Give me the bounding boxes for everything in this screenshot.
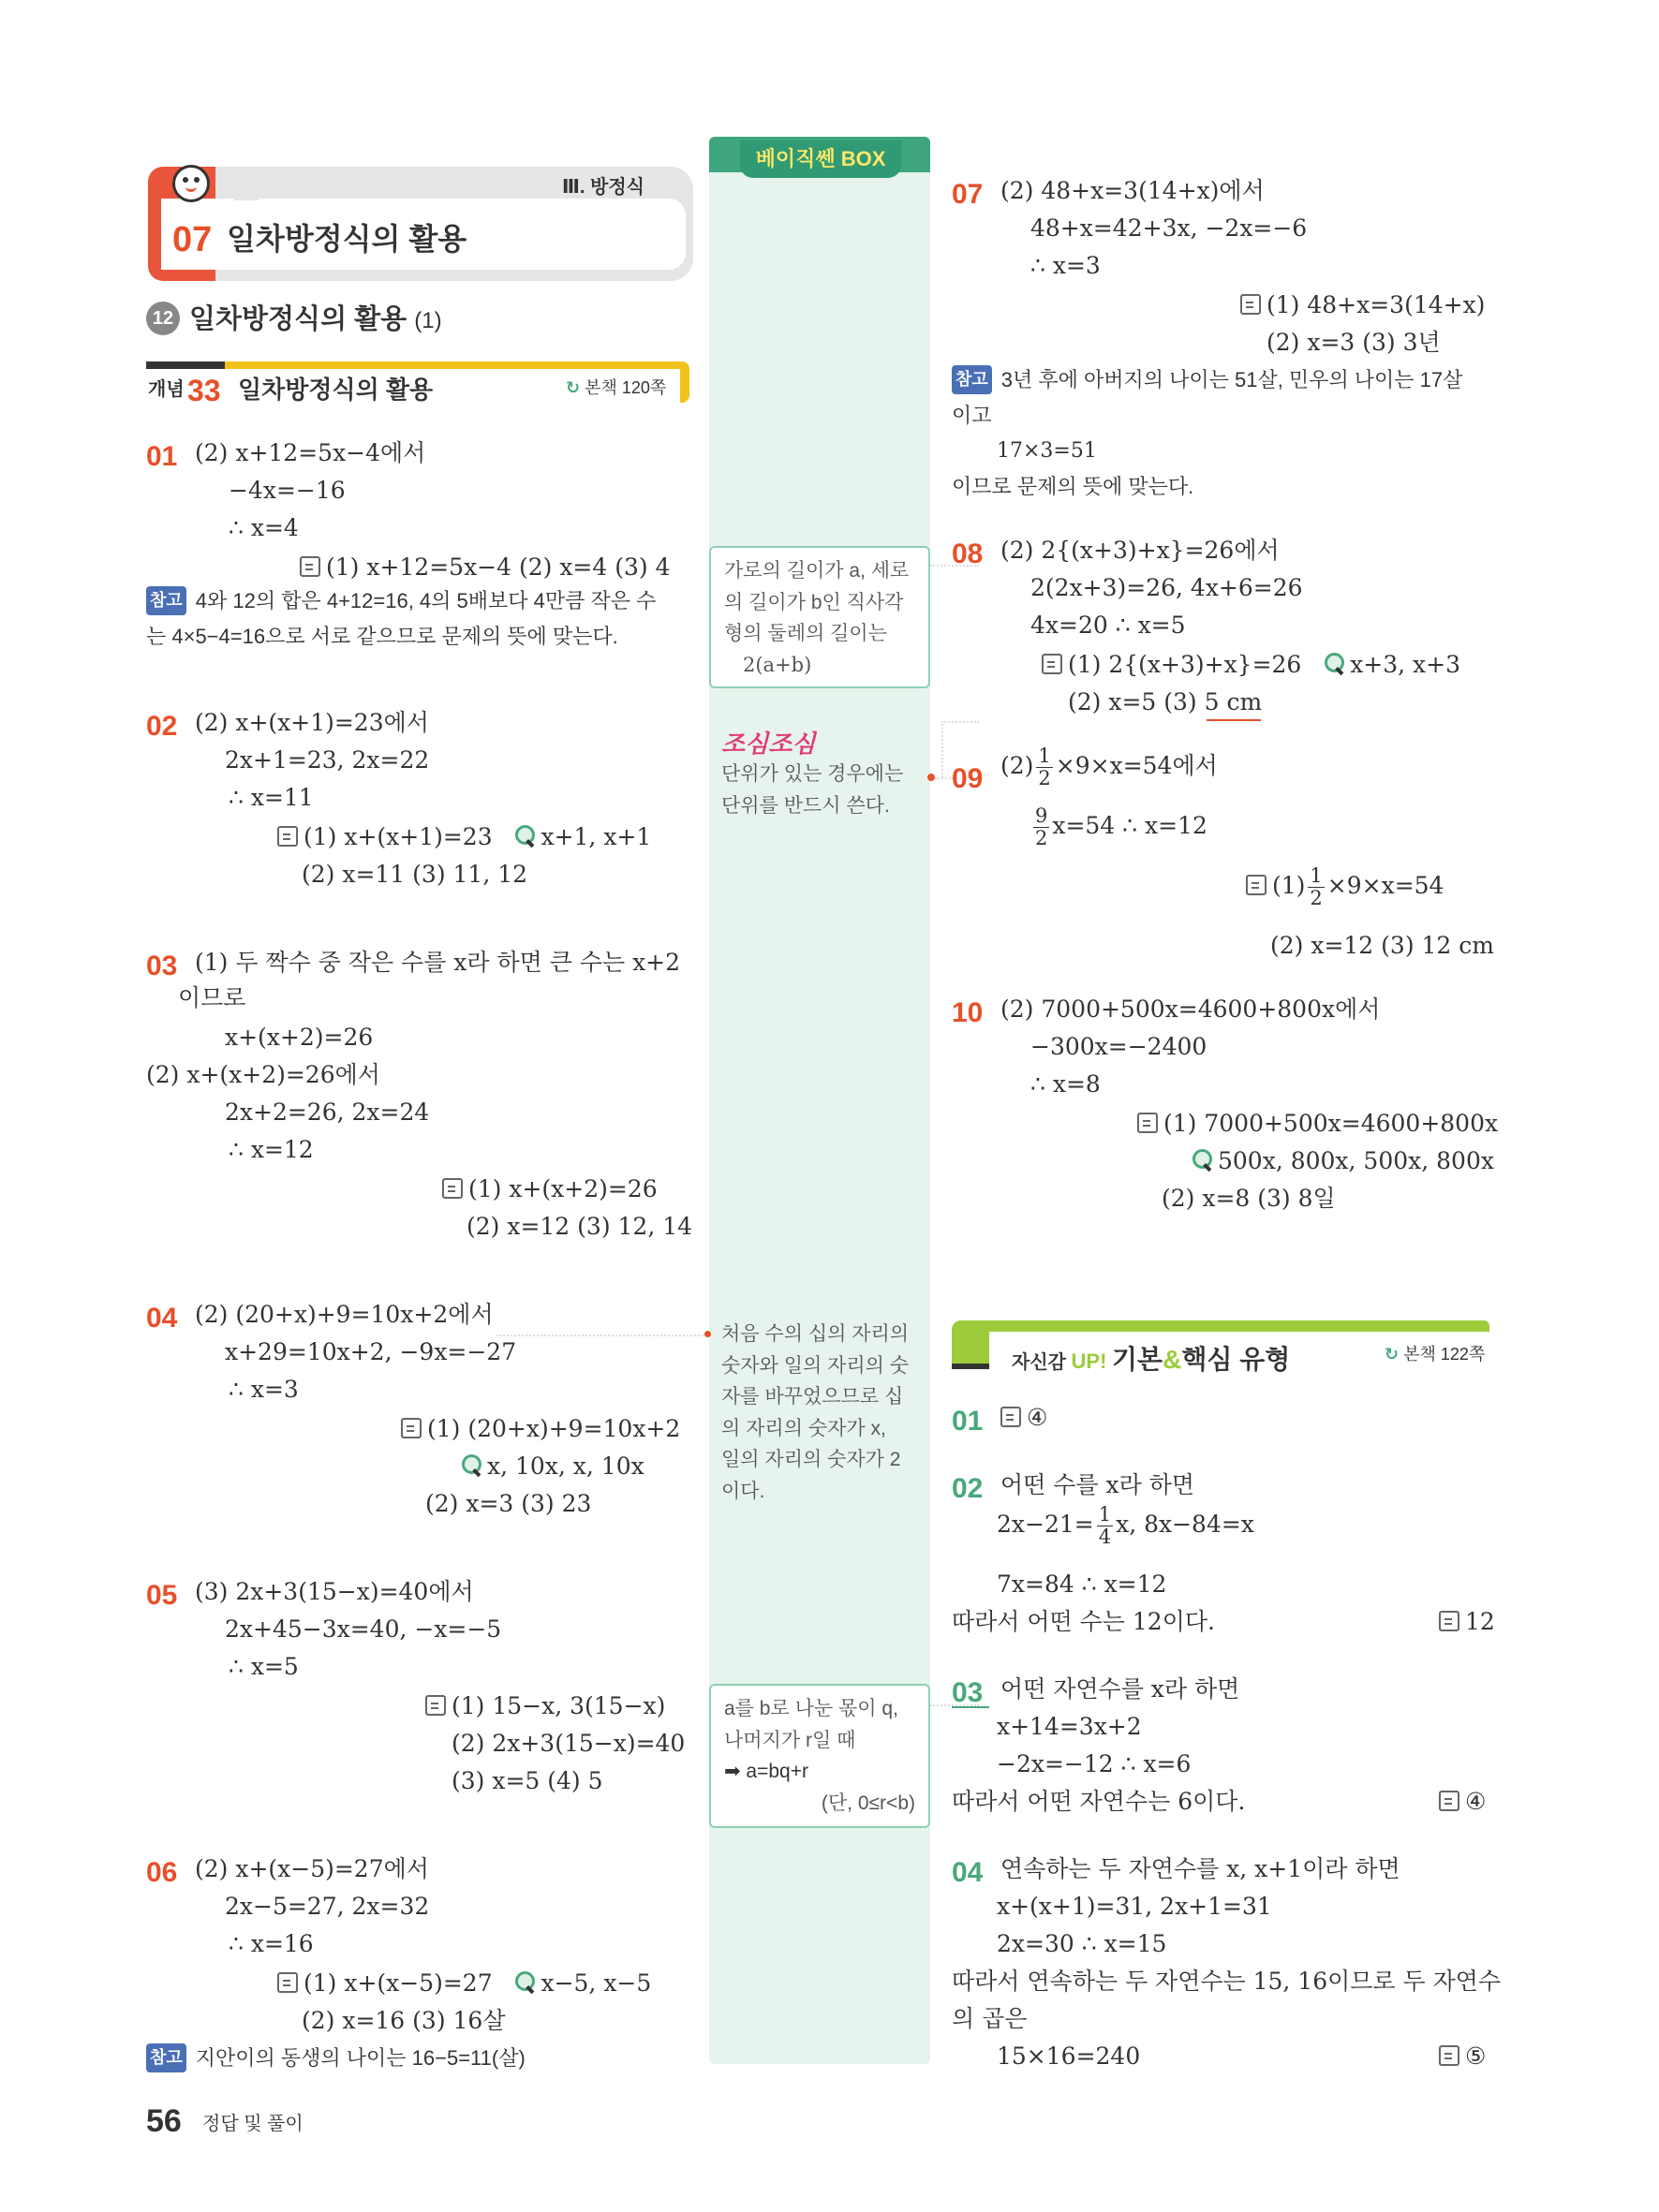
solution-line: 이므로 (178, 984, 246, 1011)
answer-line: (1) x+(x−5)=27 x−5, x−5 (277, 1965, 651, 2002)
answer-line: (1) (20+x)+9=10x+2 (401, 1410, 680, 1448)
note: 참고 지안이의 동생의 나이는 16−5=11(살) (146, 2042, 526, 2074)
section-badge: 12 (146, 302, 180, 335)
solution-line: x+29=10x+2, −9x=−27 (225, 1338, 517, 1365)
solution-line: 2x−5=27, 2x=32 (225, 1893, 430, 1920)
note-line: 일의 자리의 숫자가 2 (721, 1449, 901, 1471)
magnifier-icon (514, 1971, 537, 1994)
problem-number: 10 (952, 997, 984, 1028)
division-note (709, 1684, 930, 1828)
note-tag: 참고 (952, 365, 992, 394)
answer-line: (2) x=12 (3) 12 cm (1270, 932, 1494, 959)
note-line: 17×3=51 (997, 439, 1097, 463)
solution-line: x+(x+2)=26 (225, 1024, 374, 1051)
answer-line: x, 10x, x, 10x (461, 1448, 644, 1485)
answer-line: ④ (1439, 1783, 1486, 1821)
note-line: 의 자리의 숫자가 x, (721, 1417, 886, 1439)
section-title: 일차방정식의 활용 (1) (189, 304, 442, 334)
solution-line: 7x=84 ∴ x=12 (997, 1571, 1167, 1598)
refresh-icon: ↻ (1385, 1345, 1400, 1364)
caution-text (721, 759, 903, 821)
answer-line: (1) 48+x=3(14+x) (1240, 287, 1485, 324)
solution-line: ∴ x=3 (1030, 252, 1101, 279)
chapter-title: 일차방정식의 활용 (227, 222, 467, 256)
solution-line: x+(x+1)=31, 2x+1=31 (997, 1893, 1272, 1920)
solution-line: 4x=20 ∴ x=5 (1030, 612, 1186, 639)
magnifier-icon (1324, 653, 1346, 675)
solution-line: ∴ x=11 (229, 784, 314, 811)
answer-line: (2) 2x+3(15−x)=40 (452, 1730, 686, 1757)
answer-line: ⑤ (1439, 2038, 1486, 2075)
answer-line: (2) x=3 (3) 23 (425, 1490, 592, 1517)
note-line: 가로의 길이가 a, 세로 (724, 560, 910, 582)
solution-line: −4x=−16 (229, 477, 346, 504)
rect-perimeter-note (709, 546, 930, 688)
section2-title: 자신감 UP! 기본&핵심 유형 (1012, 1345, 1291, 1374)
solution-line: (2) (20+x)+9=10x+2에서 (195, 1301, 494, 1328)
solution-line: (2) $\frac{1}{2}$ ×9×x=54에서 (1000, 745, 1218, 790)
answer-line: 500x, 800x, 500x, 800x (1192, 1143, 1494, 1180)
solution-line: 15×16=240 (997, 2042, 1141, 2070)
note-line: 자를 바꾸었으므로 십 (721, 1386, 904, 1408)
concept-number: 33 (187, 374, 221, 407)
solution-line: 따라서 어떤 수는 12이다. (952, 1608, 1215, 1635)
note-line: 2(a+b) (743, 653, 812, 676)
note-line: (단, 0≤r<b) (821, 1792, 915, 1814)
mascot-icon (172, 165, 210, 202)
solution-line: 어떤 수를 x라 하면 (1000, 1471, 1194, 1498)
problem-number: 03 (146, 951, 178, 981)
note: 참고 4와 12의 합은 4+12=16, 4의 5배보다 4만큼 작은 수 (146, 584, 656, 617)
solution-line: 어떤 자연수를 x라 하면 (1000, 1675, 1240, 1703)
page-number: 56 (146, 2103, 182, 2139)
fraction: $\frac{9}{2}$ (1035, 804, 1048, 850)
answer-line: (1) x+12=5x−4 (2) x=4 (3) 4 (300, 549, 671, 586)
note-line: 의 길이가 b인 직사각 (724, 591, 904, 613)
note-line: 숫자와 일의 자리의 숫 (721, 1354, 910, 1377)
question-number: 03 (952, 1677, 984, 1708)
solution-line: $\frac{9}{2}$ x=54 ∴ x=12 (1035, 804, 1207, 850)
box-title: 베이직쎈 BOX (740, 140, 901, 178)
solution-line: 2(2x+3)=26, 4x+6=26 (1030, 574, 1303, 601)
problem-number: 08 (952, 538, 984, 569)
note-line: 이다. (721, 1480, 765, 1502)
solution-line: ∴ x=8 (1030, 1070, 1101, 1098)
solution-line: (1) 두 짝수 중 작은 수를 x라 하면 큰 수는 x+2 (195, 949, 681, 976)
magnifier-icon (461, 1454, 483, 1477)
solution-line: 따라서 어떤 자연수는 6이다. (952, 1788, 1246, 1815)
caution-line: 단위를 반드시 쓴다. (721, 794, 890, 817)
note-line: 나머지가 r일 때 (724, 1729, 856, 1751)
refresh-icon: ↻ (566, 378, 581, 397)
note-line: 처음 수의 십의 자리의 (721, 1323, 910, 1345)
solution-line: −2x=−12 ∴ x=6 (997, 1750, 1192, 1777)
problem-number: 01 (146, 441, 178, 472)
note-line: a를 b로 나눈 몫이 q, (724, 1698, 898, 1719)
solution-line: 2x+1=23, 2x=22 (225, 746, 430, 774)
solution-line: ∴ x=3 (229, 1376, 299, 1403)
note-line: 는 4×5−4=16으로 서로 같으므로 문제의 뜻에 맞는다. (146, 625, 618, 648)
problem-number: 04 (146, 1303, 178, 1334)
question-number: 02 (952, 1473, 984, 1504)
problem-number: 07 (952, 179, 984, 210)
solution-line: ∴ x=5 (229, 1653, 299, 1680)
part-label: Ⅲ. 방정식 (562, 177, 644, 198)
solution-line: −300x=−2400 (1030, 1033, 1207, 1060)
magnifier-icon (514, 825, 537, 848)
answer-line: (1) 15−x, 3(15−x) (425, 1688, 665, 1725)
problem-number: 09 (952, 763, 984, 794)
answer-line: (2) x=5 (3) 5 cm (1068, 688, 1263, 715)
answer-line: (1) $\frac{1}{2}$ ×9×x=54 (1246, 865, 1444, 909)
answer-line: (2) x=8 (3) 8일 (1162, 1185, 1336, 1212)
solution-line: (2) x+(x+2)=26에서 (146, 1061, 380, 1088)
fraction: $\frac{1}{2}$ (1310, 864, 1323, 910)
note-tag: 참고 (146, 586, 186, 615)
concept-prefix: 개념 (148, 379, 185, 400)
answer-line: (2) x=3 (3) 3년 (1266, 329, 1441, 356)
note-line: 이고 (952, 404, 992, 427)
note: 참고 3년 후에 아버지의 나이는 51살, 민우의 나이는 17살 (952, 363, 1462, 396)
question-number: 04 (952, 1857, 984, 1888)
note-tag: 참고 (146, 2043, 186, 2072)
solution-line: ∴ x=16 (229, 1930, 314, 1957)
answer-line: 12 (1439, 1603, 1495, 1641)
caution-title: 조심조심 (721, 730, 816, 758)
solution-line: (2) 2{(x+3)+x}=26에서 (1000, 537, 1280, 564)
chapter-number: 07 (172, 220, 213, 259)
solution-line: (2) x+(x+1)=23에서 (195, 709, 429, 736)
answer-line: (1) 2{(x+3)+x}=26 x+3, x+3 (1042, 646, 1460, 684)
digit-swap-note (721, 1319, 909, 1508)
answer-line: (3) x=5 (4) 5 (452, 1767, 603, 1794)
solution-line: (2) x+12=5x−4에서 (195, 439, 426, 466)
fraction: $\frac{1}{4}$ (1098, 1503, 1112, 1549)
note-line: ➡ a=bq+r (724, 1761, 808, 1783)
problem-number: 05 (146, 1580, 178, 1611)
solution-line: (2) 7000+500x=4600+800x에서 (1000, 995, 1381, 1023)
footer-label: 정답 및 풀이 (202, 2114, 304, 2134)
answer-line: (1) x+(x+1)=23 x+1, x+1 (277, 818, 651, 856)
answer-line: (1) x+(x+2)=26 (442, 1171, 658, 1208)
book-ref: ↻ 본책 122쪽 (1385, 1345, 1486, 1364)
solution-line: 2x+2=26, 2x=24 (225, 1099, 430, 1126)
answer-line: ④ (1000, 1399, 1047, 1437)
unit-underline (1207, 719, 1261, 721)
problem-number: 06 (146, 1857, 178, 1888)
caution-line: 단위가 있는 경우에는 (721, 763, 904, 785)
note-line: 형의 둘레의 길이는 (724, 623, 887, 645)
concept-title: 일차방정식의 활용 (238, 376, 434, 404)
magnifier-icon (1192, 1149, 1214, 1172)
solution-line: (2) x+(x−5)=27에서 (195, 1855, 429, 1882)
solution-line: 2x−21= $\frac{1}{4}$ x, 8x−84=x (997, 1503, 1254, 1549)
solution-line: ∴ x=12 (229, 1136, 314, 1163)
note-line: 이므로 문제의 뜻에 맞는다. (952, 475, 1194, 498)
solution-line: 따라서 연속하는 두 자연수는 15, 16이므로 두 자연수 (952, 1968, 1502, 1995)
answer-line: (1) 7000+500x=4600+800x (1137, 1105, 1498, 1143)
solution-line: 2x=30 ∴ x=15 (997, 1930, 1167, 1957)
question-number: 01 (952, 1406, 984, 1437)
solution-line: x+14=3x+2 (997, 1713, 1142, 1740)
answer-line: (2) x=11 (3) 11, 12 (302, 861, 528, 888)
solution-line: 2x+45−3x=40, −x=−5 (225, 1615, 502, 1643)
solution-line: 의 곱은 (952, 2005, 1028, 2032)
book-ref: ↻ 본책 120쪽 (566, 378, 667, 397)
answer-line: (2) x=12 (3) 12, 14 (467, 1213, 693, 1240)
solution-line: 48+x=42+3x, −2x=−6 (1030, 214, 1308, 242)
solution-line: ∴ x=4 (229, 514, 299, 541)
fraction: $\frac{1}{2}$ (1038, 745, 1051, 790)
solution-line: 연속하는 두 자연수를 x, x+1이라 하면 (1000, 1855, 1400, 1882)
solution-line: (3) 2x+3(15−x)=40에서 (195, 1578, 474, 1605)
problem-number: 02 (146, 711, 178, 742)
answer-line: (2) x=16 (3) 16살 (302, 2007, 506, 2034)
solution-line: (2) 48+x=3(14+x)에서 (1000, 177, 1265, 204)
